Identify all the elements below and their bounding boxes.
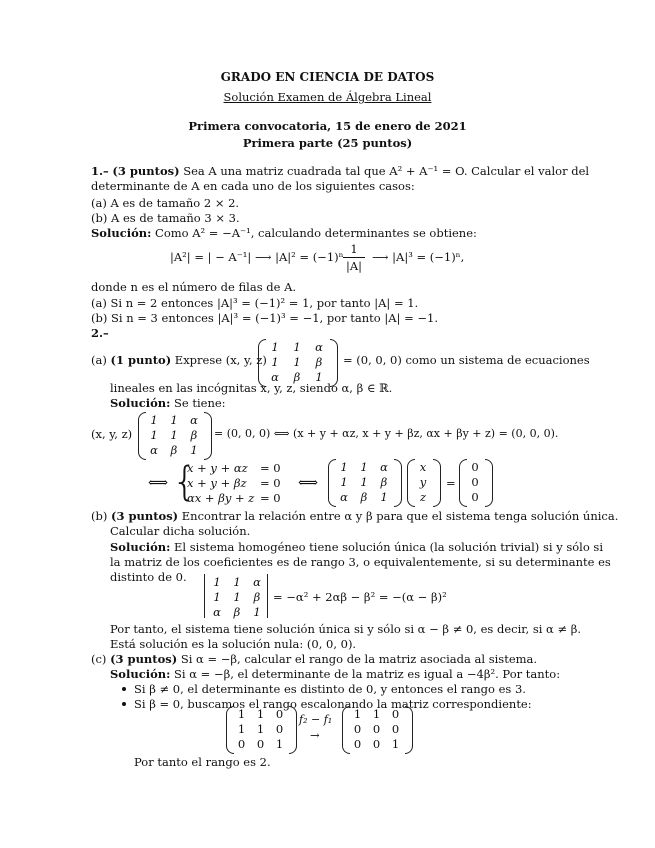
q2b-points: (3 puntos): [111, 509, 179, 523]
q1-result-b: (b) Si n = 3 entonces |A|³ = (−1)³ = −1, por tanto |A| = −1.: [91, 311, 438, 325]
q2c-sol-text: Si α = −β, el determinante de la matriz es igual a −4β². Por tanto:: [174, 667, 561, 681]
q2b-sol2: la matriz de los coeficientes es de rango 3, o equivalentemente, si su determinante es: [110, 555, 611, 569]
q2b-sol3: distinto de 0.: [110, 570, 187, 584]
q2a-system-equals: =: [446, 476, 456, 490]
q2a-eq1-post: = (0, 0, 0) ⟺ (x + y + αz, x + y + βz, αx + βy + z) = (0, 0, 0).: [214, 427, 559, 440]
q2b-conclusion1: Por tanto, el sistema tiene solución única si y sólo si α − β ≠ 0, es decir, si α ≠ β.: [110, 622, 582, 636]
q2a-matrix: 1 1 α 1 1 β α β 1: [271, 340, 323, 384]
q2c-text: Si α = −β, calcular el rango de la matriz asociada al sistema.: [180, 652, 538, 666]
q2a-sol-label: Solución:: [110, 396, 171, 410]
q2b-determinant: 1 1 α 1 1 β α β 1: [213, 575, 261, 619]
q2b-sol1: El sistema homogéneo tiene solución única (la solución trivial) si y sólo si: [174, 540, 604, 554]
q2b-solution: [110, 540, 603, 554]
q2b-det-result: = −α² + 2αβ − β² = −(α − β)²: [273, 590, 447, 604]
q2c-matrix-before: 1 1 0 1 1 0 0 0 1: [237, 707, 284, 751]
q2a-zero-vector: 0 0 0: [471, 460, 479, 504]
q1-note: donde n es el número de filas de A.: [91, 280, 297, 294]
q2a-system-eq2-lhs: x + y + βz: [187, 476, 247, 490]
q2a-solution: [110, 396, 226, 410]
q1-statement-line1: [91, 164, 589, 178]
bullet-icon: [122, 687, 126, 691]
doc-subtitle: Solución Examen de Álgebra Lineal: [223, 90, 432, 104]
q2c-bullet2: Si β = 0, buscamos el rango escalonando la matriz correspondiente:: [134, 697, 532, 711]
q2a-system-brace: {: [172, 459, 198, 505]
q2c-solution: [110, 667, 560, 681]
q2c-final: Por tanto el rango es 2.: [134, 755, 271, 769]
part-title: Primera parte (25 puntos): [242, 136, 413, 150]
q2c-statement: [91, 652, 537, 666]
q2a-text-post: = (0, 0, 0) como un sistema de ecuaciones: [343, 353, 590, 367]
q2a-system-eq2-rhs: = 0: [260, 476, 281, 490]
q2a-sol-text: Se tiene:: [174, 396, 226, 410]
q1-result-a: (a) Si n = 2 entonces |A|³ = (−1)² = 1, por tanto |A| = 1.: [91, 296, 419, 310]
q1-sol-label: Solución:: [91, 226, 152, 240]
q2c-matrix-after: 1 1 0 0 0 0 0 0 1: [353, 707, 400, 751]
q2a-eq1-matrix: 1 1 α 1 1 β α β 1: [150, 413, 198, 457]
q2a-system-eq1-rhs: = 0: [260, 461, 281, 475]
q1-case-a: (a) A es de tamaño 2 × 2.: [91, 196, 240, 210]
q2b-text2: Calcular dicha solución.: [110, 524, 251, 538]
q1-case-b: (b) A es de tamaño 3 × 3.: [91, 211, 240, 225]
q2a-system-matrix: 1 1 α 1 1 β α β 1: [340, 460, 388, 504]
q2-number: 2.–: [91, 326, 109, 340]
doc-title: GRADO EN CIENCIA DE DATOS: [220, 70, 435, 84]
q2a-eq1-pre: (x, y, z): [91, 427, 133, 441]
q2a-vars-vector: x y z: [419, 460, 427, 504]
q2c-sol-label: Solución:: [110, 667, 171, 681]
q2c-row-operation: f₂ − f₁: [299, 713, 333, 726]
q2a-iff-2: ⟺: [298, 475, 319, 491]
q2a-system-eq3-rhs: = 0: [260, 491, 281, 505]
q1-solution: [91, 226, 477, 240]
convocatoria: Primera convocatoria, 15 de enero de 2021: [188, 119, 467, 133]
q1-frac-den: |A|: [345, 259, 363, 273]
q2c-label: (c): [91, 652, 107, 666]
q2b-sol-label: Solución:: [110, 540, 171, 554]
q1-sol-text: Como A² = −A⁻¹, calculando determinantes se obtiene:: [155, 226, 477, 240]
q1-equation-right: ⟶ |A|³ = (−1)ⁿ,: [372, 250, 465, 264]
q1-equation-left: |A²| = | − A⁻¹| ⟶ |A|² = (−1)ⁿ: [170, 250, 344, 264]
q2a-points: (1 punto): [110, 353, 172, 367]
q1-statement-line2: determinante de A en cada uno de los siguientes casos:: [91, 179, 415, 193]
q2a-text-line2: lineales en las incógnitas x, y, z, siendo α, β ∈ ℝ.: [110, 381, 393, 395]
q1-statement-a: Sea A una matriz cuadrada tal que A² + A⁻¹ = O. Calcular el valor del: [183, 164, 590, 178]
q2b-label: (b): [91, 509, 108, 523]
q2a-text-pre: Exprese (x, y, z): [174, 353, 267, 367]
q2a-iff-1: ⟺: [148, 475, 169, 491]
q2c-points: (3 puntos): [110, 652, 178, 666]
q2a-system-eq1-lhs: x + y + αz: [187, 461, 248, 475]
q2c-bullet1: Si β ≠ 0, el determinante es distinto de 0, y entonces el rango es 3.: [134, 682, 526, 696]
arrow-right-icon: →: [310, 728, 320, 742]
q2b-conclusion2: Está solución es la solución nula: (0, 0, 0).: [110, 637, 357, 651]
q2b-text1: Encontrar la relación entre α y β para que el sistema tenga solución única.: [181, 509, 619, 523]
q1-number: 1.–: [91, 164, 109, 178]
q2a-system-eq3-lhs: αx + βy + z: [187, 491, 255, 505]
q2a-label: (a): [91, 353, 107, 367]
q1-frac-num: 1: [350, 242, 358, 256]
q2b-statement: [91, 509, 618, 523]
q1-points: (3 puntos): [112, 164, 180, 178]
bullet-icon: [122, 702, 126, 706]
q2a-statement: [91, 353, 267, 367]
